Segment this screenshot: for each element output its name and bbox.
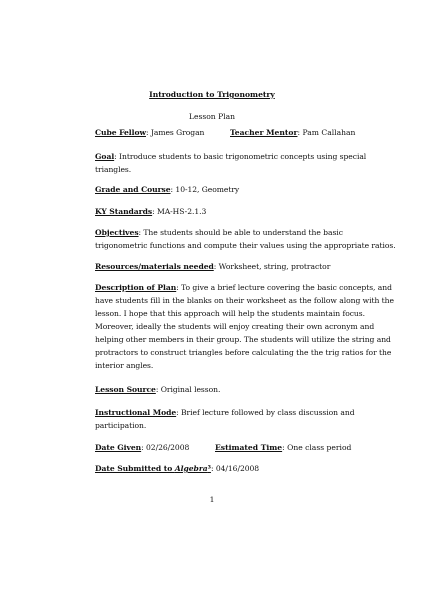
objectives-text-1: The students should be able to understand the basic <box>143 228 343 237</box>
lesson-source-row: Lesson Source: Original lesson. <box>95 385 221 394</box>
date-submitted-label-suffix: ³ <box>207 464 211 473</box>
teacher-mentor-value: Pam Callahan <box>302 128 356 137</box>
date-submitted-row: Date Submitted to Algebra³: 04/16/2008 <box>95 464 260 473</box>
description-line-2: have students fill in the blanks on their worksheet as the follow along with the <box>95 296 394 305</box>
resources-value: Worksheet, string, protractor <box>218 262 331 271</box>
date-given-row: Date Given: 02/26/2008 <box>95 443 190 452</box>
description-line-5: helping other members in their group. The students will utilize the string and <box>95 335 391 344</box>
description-line-7: interior angles. <box>95 361 154 370</box>
page-number: 1 <box>209 495 215 504</box>
date-given-value: 02/26/2008 <box>146 443 190 452</box>
ky-standards-value: MA-HS-2.1.3 <box>157 207 207 216</box>
estimated-time-label: Estimated Time <box>215 443 283 452</box>
estimated-time-value: One class period <box>287 443 352 452</box>
lesson-source-value: Original lesson. <box>160 385 221 394</box>
date-submitted-label-prefix: Date Submitted to <box>95 464 175 473</box>
lesson-source-label: Lesson Source <box>95 385 156 394</box>
document-subtitle: Lesson Plan <box>188 112 236 121</box>
goal-line-2: triangles. <box>95 165 132 174</box>
document-title: Introduction to Trigonometry <box>149 90 275 99</box>
instructional-mode-line-1: Instructional Mode: Brief lecture followed by class discussion and <box>95 408 355 417</box>
resources-label: Resources/materials needed <box>95 262 214 271</box>
instructional-mode-line-2: participation. <box>95 421 147 430</box>
objectives-line-1: Objectives: The students should be able to understand the basic <box>95 228 343 237</box>
teacher-mentor-row: Teacher Mentor: Pam Callahan <box>230 128 356 137</box>
cube-fellow-value: James Grogan <box>150 128 205 137</box>
date-given-label: Date Given <box>95 443 142 452</box>
estimated-time-row: Estimated Time: One class period <box>215 443 352 452</box>
cube-fellow-label: Cube Fellow <box>95 128 146 137</box>
description-line-4: Moreover, ideally the students will enjoy creating their own acronym and <box>95 322 375 331</box>
description-line-3: lesson. I hope that this approach will help the students maintain focus. <box>95 309 365 318</box>
date-submitted-label <box>95 464 211 473</box>
goal-label: Goal <box>95 152 115 161</box>
ky-standards-row: KY Standards: MA-HS-2.1.3 <box>95 207 207 216</box>
grade-course-label: Grade and Course <box>95 185 171 194</box>
objectives-label: Objectives <box>95 228 139 237</box>
cube-fellow-row: Cube Fellow: James Grogan <box>95 128 205 137</box>
grade-course-value: 10-12, Geometry <box>175 185 240 194</box>
grade-course-row: Grade and Course: 10-12, Geometry <box>95 185 240 194</box>
objectives-line-2: trigonometric functions and compute their values using the appropriate ratios. <box>95 241 396 250</box>
goal-text-1: Introduce students to basic trigonometric concepts using special <box>119 152 367 161</box>
date-submitted-label-italic: Algebra <box>174 464 208 473</box>
goal-line-1: Goal: Introduce students to basic trigonometric concepts using special <box>95 152 367 161</box>
instructional-mode-label: Instructional Mode <box>95 408 177 417</box>
description-line-1: Description of Plan: To give a brief lecture covering the basic concepts, and <box>95 283 392 292</box>
description-text-1: To give a brief lecture covering the basic concepts, and <box>181 283 392 292</box>
resources-row: Resources/materials needed: Worksheet, string, protractor <box>95 262 331 271</box>
date-submitted-value: 04/16/2008 <box>215 464 260 473</box>
instructional-mode-text-1: Brief lecture followed by class discussion and <box>181 408 355 417</box>
teacher-mentor-label: Teacher Mentor <box>230 128 298 137</box>
description-label: Description of Plan <box>95 283 177 292</box>
ky-standards-label: KY Standards <box>95 207 153 216</box>
description-line-6: protractors to construct triangles before calculating the the trig ratios for the <box>95 348 392 357</box>
